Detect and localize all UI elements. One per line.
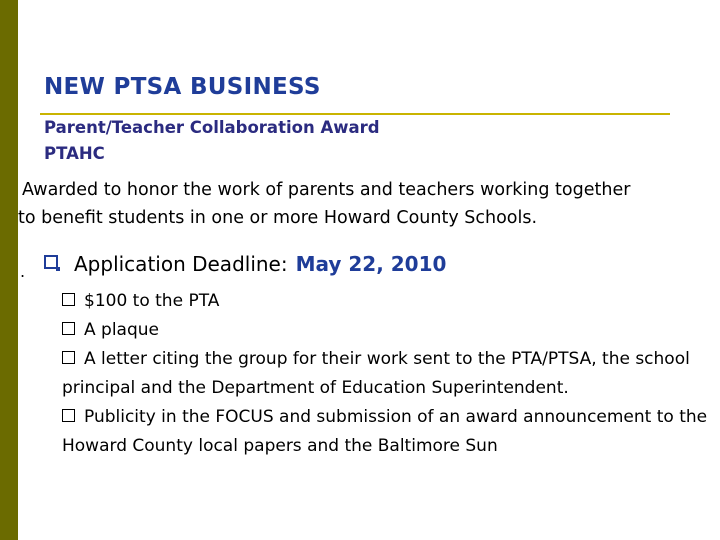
deadline-date: May 22, 2010 bbox=[295, 252, 447, 276]
left-accent-bar bbox=[0, 0, 18, 540]
checkbox-icon bbox=[62, 322, 75, 335]
square-bullet-icon bbox=[44, 255, 58, 269]
benefit-text: $100 to the PTA bbox=[84, 291, 220, 311]
list-item bbox=[62, 403, 712, 461]
checkbox-icon bbox=[62, 409, 75, 422]
benefit-text: A plaque bbox=[84, 320, 159, 340]
benefit-text: Publicity in the FOCUS and submission of an award announcement to the Howard County local papers and the Baltimore Sun bbox=[62, 407, 708, 456]
description-line-1: Awarded to honor the work of parents and teachers working together bbox=[22, 180, 631, 200]
list-item bbox=[62, 316, 712, 345]
award-name: Parent/Teacher Collaboration Award bbox=[44, 118, 380, 137]
checkbox-icon bbox=[62, 293, 75, 306]
award-description bbox=[18, 176, 718, 232]
benefits-list bbox=[62, 287, 712, 461]
checkbox-icon bbox=[62, 351, 75, 364]
deadline-bullet bbox=[44, 252, 446, 276]
slide-title: NEW PTSA BUSINESS bbox=[44, 74, 321, 100]
list-item bbox=[62, 287, 712, 316]
stray-mark: . bbox=[20, 262, 26, 281]
award-acronym: PTAHC bbox=[44, 144, 105, 163]
description-line-2: to benefit students in one or more Howard County Schools. bbox=[18, 208, 538, 228]
benefit-text: A letter citing the group for their work sent to the PTA/PTSA, the school principal and the Department of Education Superintendent. bbox=[62, 349, 690, 398]
list-item bbox=[62, 345, 712, 403]
title-divider bbox=[40, 113, 670, 115]
deadline-label: Application Deadline: bbox=[74, 252, 288, 276]
